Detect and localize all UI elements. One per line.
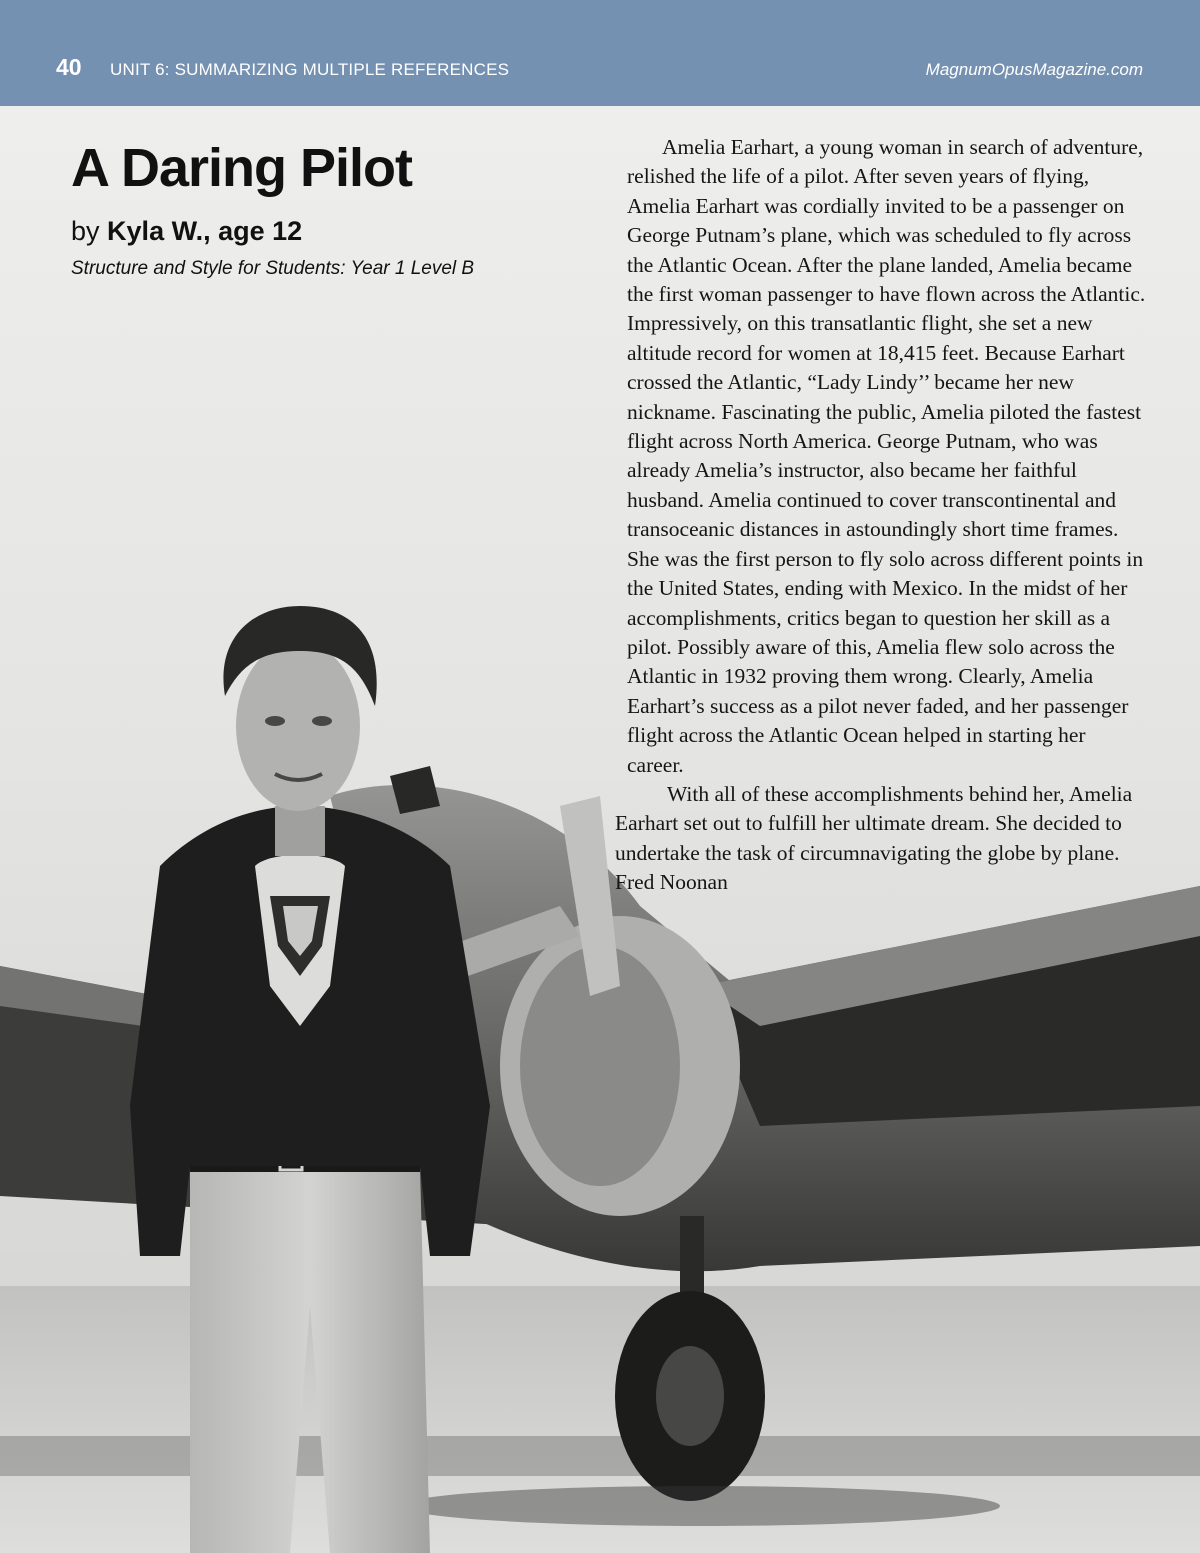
article-heading [71, 132, 571, 280]
byline [71, 214, 571, 248]
article-body [615, 133, 1147, 898]
website-link[interactable]: MagnumOpusMagazine.com [925, 60, 1143, 79]
byline-prefix: by [71, 216, 100, 246]
unit-title: UNIT 6: SUMMARIZING MULTIPLE REFERENCES [110, 60, 510, 79]
author-name: Kyla W., age 12 [107, 216, 303, 246]
article-paragraph-2: With all of these accomplishments behind her, Amelia Earhart set out to fulfill her ultimate dream. She decided to undertake the task of circumnavigating the globe by plane. Fred Noonan [615, 781, 1133, 895]
article-paragraph-1: Amelia Earhart, a young woman in search of adventure, relished the life of a pilot. After seven years of flying, Amelia Earhart was cordially invited to be a passenger on George Putnam’s plane, which was scheduled to fly across the Atlantic Ocean. After the plane landed, Amelia became the first woman passenger to have flown across the Atlantic. Impressively, on this transatlantic flight, she set a new altitude record for women at 18,415 feet. Because Earhart crossed the Atlantic, “Lady Lindy’’ became her new nickname. Fascinating the public, Amelia piloted the fastest flight across North America. George Putnam, who was already Amelia’s instructor, also became her faithful husband. Amelia continued to cover transcontinental and transoceanic distances in astoundingly short time frames. She was the first person to fly solo across different points in the United States, ending with Mexico. In the midst of her accomplishments, critics began to question her skill as a pilot. Possibly aware of this, Amelia flew solo across the Atlantic in 1932 proving them wrong. Clearly, Amelia Earhart’s success as a pilot never faded, and her passenger flight across the Atlantic Ocean helped in starting her career. [627, 135, 1146, 777]
page-number: 40 [56, 54, 82, 80]
source-citation: Structure and Style for Students: Year 1 Level B [71, 258, 475, 279]
article-title: A Daring Pilot [71, 138, 413, 198]
page-header [0, 0, 1200, 106]
